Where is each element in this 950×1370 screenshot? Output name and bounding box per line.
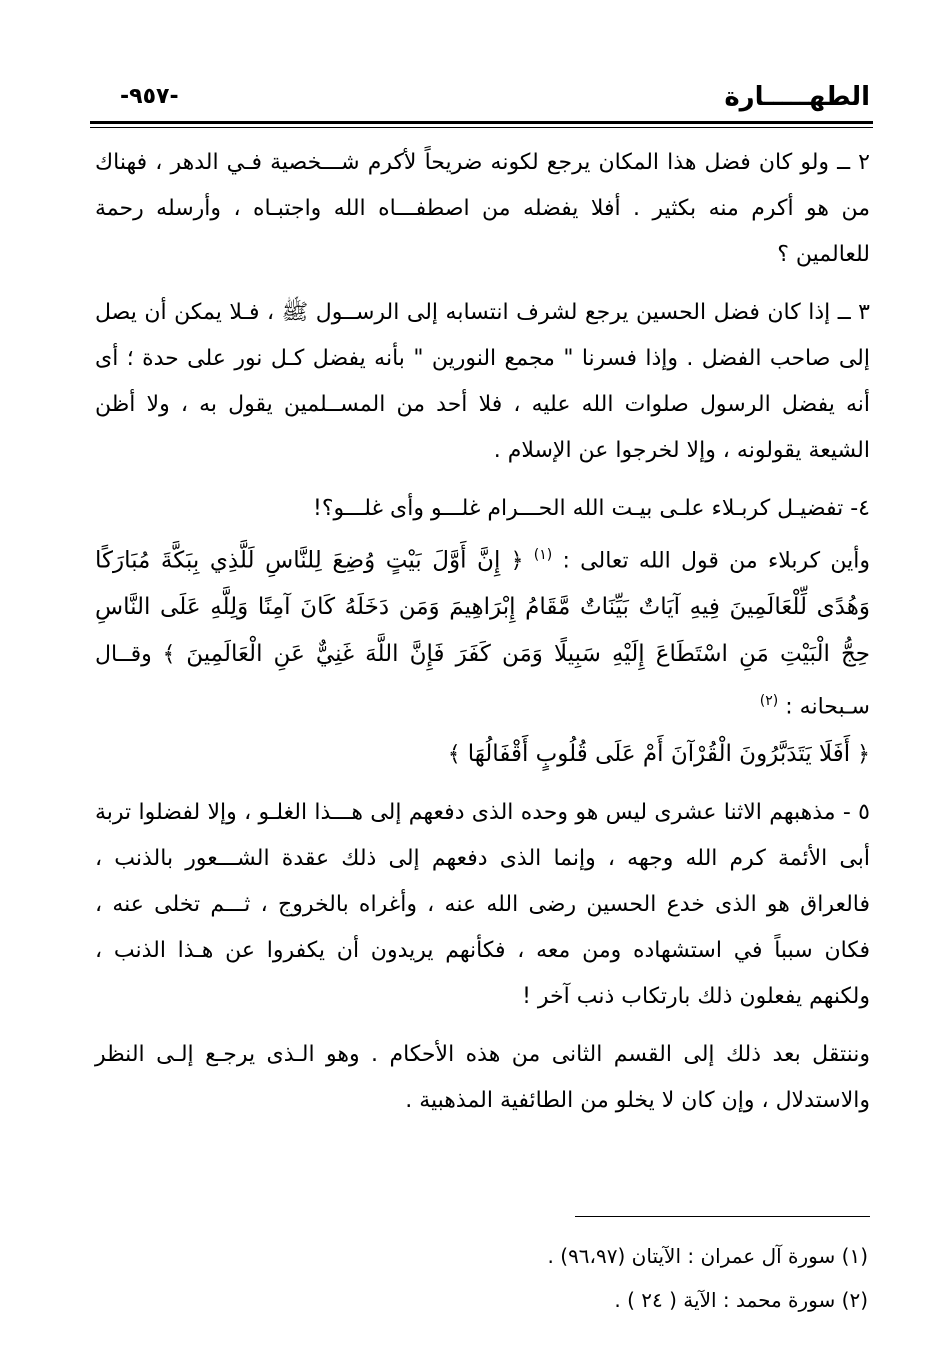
- paragraph-point-4-heading: ٤- تفضيـل كربـلاء علـى بيـت الله الحـــرام غلـــو وأى غلـــو؟!: [313, 496, 870, 521]
- header-rule-thin: [90, 127, 873, 128]
- paragraph-closing: وننتقل بعد ذلك إلى القسم الثانى من هذه الأحكام . وهو الـذى يرجـع إلـى النظر والاستدلال ، وإن كان لا يخلو من الطائفية المذهبية .: [95, 1041, 870, 1113]
- page-header: [90, 80, 870, 120]
- paragraph-point-3: ٣ ــ إذا كان فضل الحسين يرجع لشرف انتسابه إلى الرســول ﷺ ، فـلا يمكن أن يصل إلى صاحب الفضل . وإذا فسرنا " مجمع النورين " بأنه يفضل كـل نور على حدة ؛ أى أنه يفضل الرسول صلوات الله عليه ، فلا أحد من المســلمين يقول به ، ولا أظن الشيعة يقولونه ، وإلا لخرجوا عن الإسلام .: [95, 300, 870, 463]
- page-number: -٩٥٧-: [120, 84, 179, 109]
- verse-close-bracket: ﴾: [447, 741, 461, 767]
- quran-verse-1: إِنَّ أَوَّلَ بَيْتٍ وُضِعَ لِلنَّاسِ لَلَّذِي بِبَكَّةَ مُبَارَكًا وَهُدًى لِّلْعَالَمِينَ فِيهِ آيَاتٌ بَيِّنَاتٌ مَّقَامُ إِبْرَاهِيمَ وَمَن دَخَلَهُ كَانَ آمِنًا وَلِلَّهِ عَلَى النَّاسِ حِجُّ الْبَيْتِ مَنِ اسْتَطَاعَ إِلَيْهِ سَبِيلًا وَمَن كَفَرَ فَإِنَّ اللَّهَ غَنِيٌّ عَنِ الْعَالَمِينَ: [95, 547, 871, 668]
- footnote-separator: [575, 1216, 870, 1217]
- footnote-2: (٢) سورة محمد : الآية ( ٢٤ ) .: [614, 1288, 868, 1312]
- verse-intro: وأين كربلاء من قول الله تعالى :: [562, 548, 871, 574]
- header-rule-thick: [90, 121, 873, 124]
- footnote-1: (١) سورة آل عمران : الآيتان (٩٦،٩٧) .: [547, 1244, 868, 1268]
- verse-connector: وقــال سـبحانه :: [95, 642, 870, 720]
- running-title: الطهـــــارة: [724, 82, 870, 112]
- verse-open-bracket: ﴿: [510, 548, 524, 574]
- quran-verse-2: أَفَلَا يَتَدَبَّرُونَ الْقُرْآنَ أَمْ عَلَى قُلُوبٍ أَقْفَالُهَا: [467, 740, 851, 767]
- verse-open-bracket: ﴿: [857, 741, 870, 767]
- footnote-ref-1: (١): [533, 547, 553, 563]
- footnotes: [368, 1234, 868, 1322]
- paragraph-point-2: ٢ ــ ولو كان فضل هذا المكان يرجع لكونه ضريحاً لأكرم شـــخصية فـي الدهر ، فهناك من هو أكرم منه بكثير . أفلا يفضله من اصطفـــاه الله واجتبـاه ، وأرسله رحمة للعالمين ؟: [95, 150, 870, 267]
- paragraph-point-5: ٥ - مذهبهم الاثنا عشرى ليس هو وحده الذى دفعهم إلى هـــذا الغلـو ، وإلا لفضلوا تربة أبى الأئمة كرم الله وجهه ، وإنما الذى دفعهم إلى ذلك عقدة الشـــعور بالذنب ، فالعراق هو الذى خدع الحسين رضى الله عنه ، وأغراه بالخروج ، ثـــم تخلى عنه ، فكان سبباً في استشهاده ومن معه ، فكأنهم يريدون أن يكفروا عن هـذا الذنب ، ولكنهم يفعلون ذلك بارتكاب ذنب آخر !: [95, 799, 870, 1009]
- main-text: [95, 140, 870, 1136]
- verse-close-bracket: ﴾: [162, 642, 176, 668]
- paragraph-point-4-body: [95, 532, 870, 778]
- footnote-ref-2: (٢): [759, 693, 779, 710]
